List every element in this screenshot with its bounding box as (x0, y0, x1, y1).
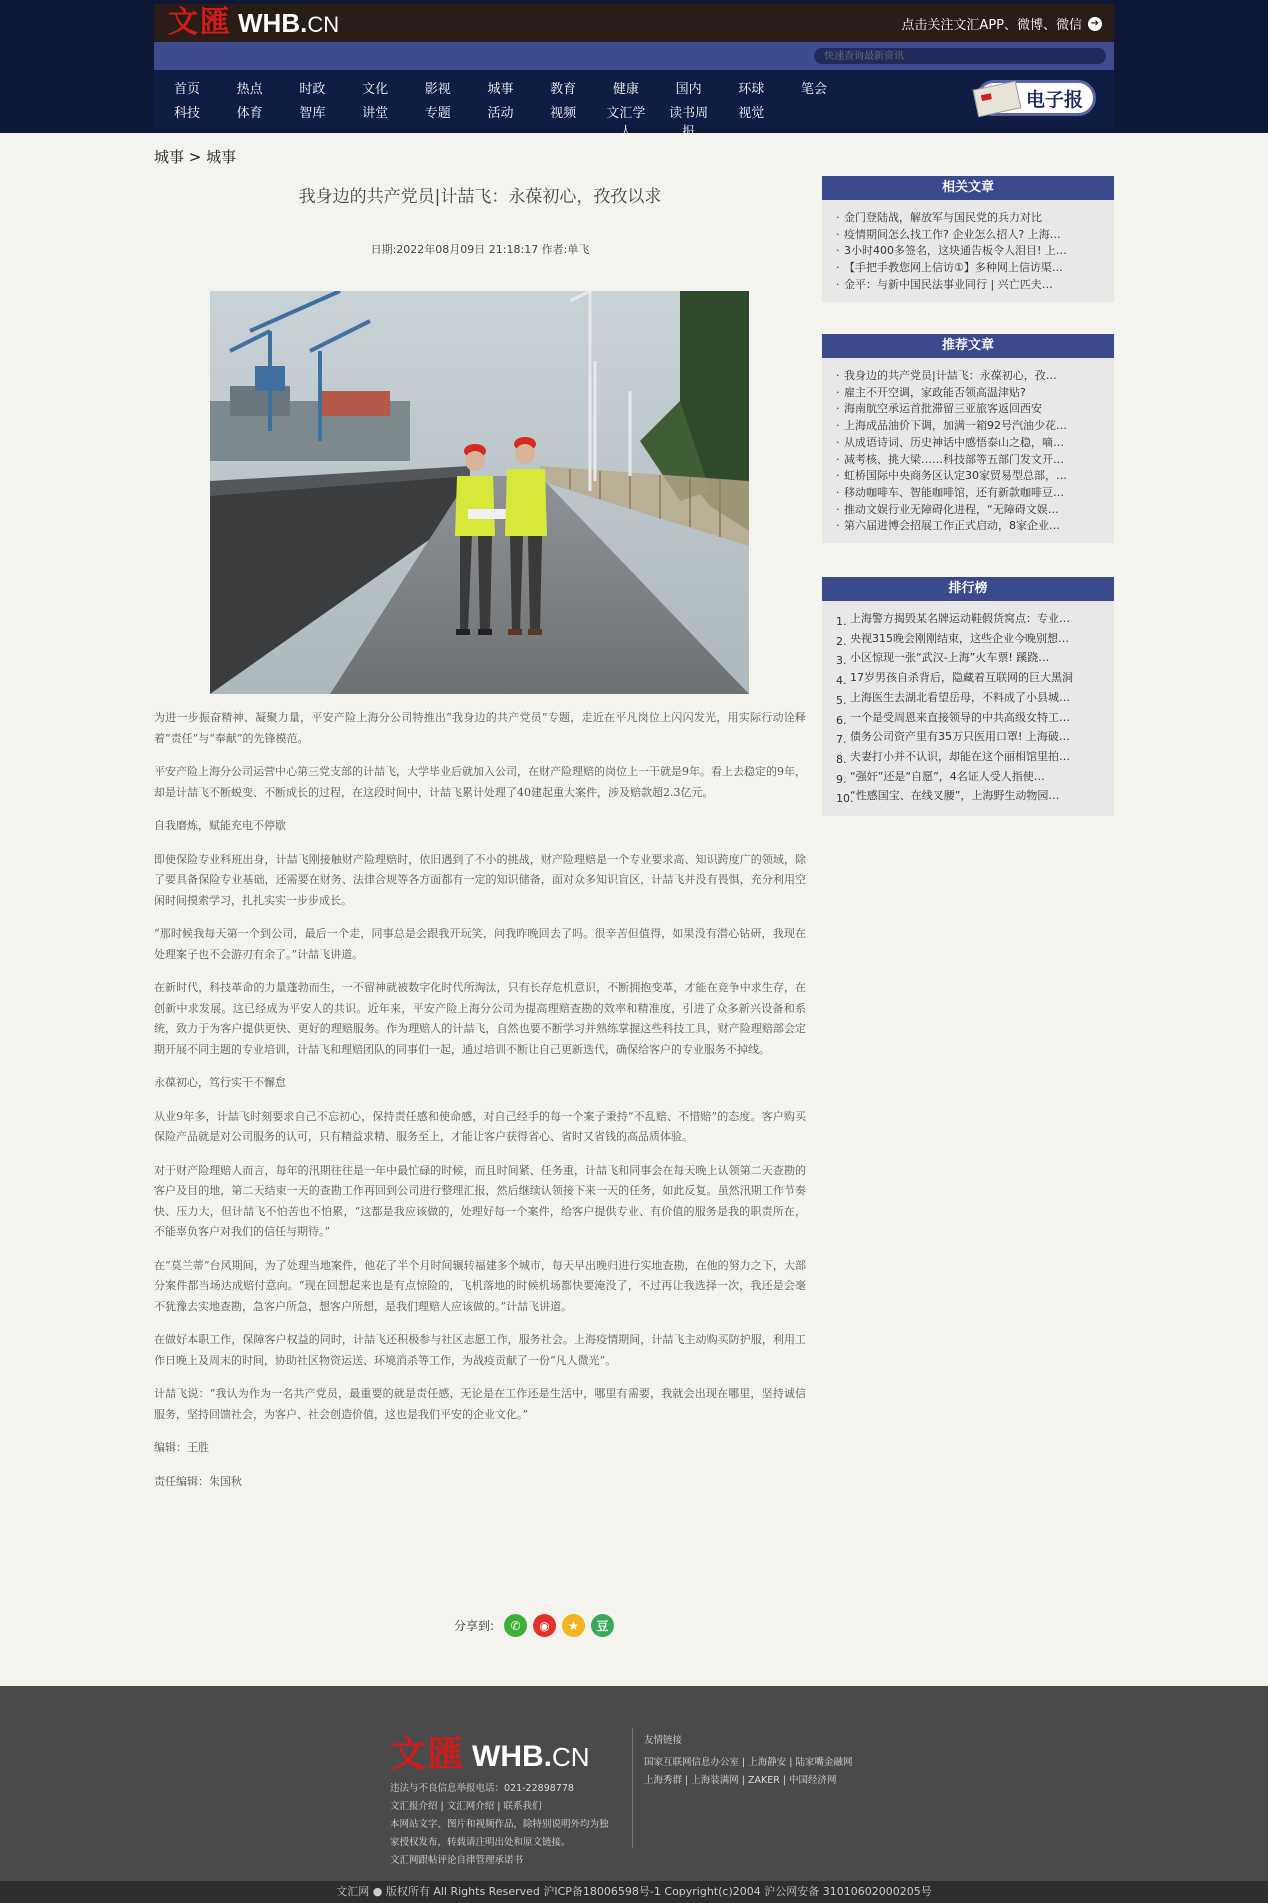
about-links[interactable]: 文汇报介绍 | 文汇网介绍 | 联系我们 (390, 1801, 542, 1812)
related-articles-box (822, 176, 1114, 302)
item-title: 小区惊现一张“武汉-上海”火车票! 蹊跷… (850, 651, 1050, 665)
article-paragraph: 为进一步振奋精神、凝聚力量，平安产险上海分公司特推出“我身边的共产党员”专题，走近在平凡岗位上闪闪发光，用实际行动诠释着“责任”与“奉献”的先锋模范。 (154, 711, 806, 745)
sidebar-article-item[interactable] (836, 518, 1100, 535)
friend-links-row-1[interactable]: 国家互联网信息办公室 | 上海静安 | 陆家嘴金融网 (644, 1757, 853, 1768)
ranking-title: 排行榜 (822, 577, 1114, 601)
nav-item[interactable]: 视频 (550, 106, 577, 121)
nav-item[interactable]: 国内 (675, 82, 702, 97)
rank-number: 10. (836, 792, 854, 806)
article-photo (210, 291, 749, 694)
sidebar-article-item[interactable] (836, 452, 1100, 469)
ranking-list (822, 601, 1114, 816)
main-nav (154, 70, 1114, 140)
sidebar-article-item[interactable] (836, 243, 1100, 260)
follow-link[interactable] (901, 14, 1102, 33)
header-inner (154, 4, 1114, 140)
sidebar-article-item[interactable] (836, 485, 1100, 502)
rank-number: 2. (836, 634, 847, 648)
article-paragraph: 即使保险专业科班出身，计喆飞刚接触财产险理赔时，依旧遇到了不小的挑战，财产险理赔是一个专业要求高、知识跨度广的领域，除了要具备保险专业基础，还需要在财务、法律合规等各方面都有一定的知识储备，面对众多知识盲区，计喆飞并没有畏惧，充分利用空闲时间摸索学习，扎扎实实一步步成长。 (154, 852, 806, 907)
rank-number: 5. (836, 693, 847, 707)
item-title: 移动咖啡车、智能咖啡馆，还有新款咖啡豆… (844, 485, 1064, 499)
ranking-item[interactable] (836, 710, 1100, 730)
bullet: · (836, 485, 840, 499)
nav-item[interactable]: 智库 (299, 106, 326, 121)
epaper-button[interactable] (976, 80, 1096, 116)
nav-item[interactable]: 讲堂 (362, 106, 389, 121)
search-input[interactable] (814, 48, 1106, 64)
item-title: 17岁男孩自杀背后，隐藏着互联网的巨大黑洞 (850, 671, 1073, 685)
sidebar-article-item[interactable] (836, 227, 1100, 244)
item-title: 海南航空承运首批滞留三亚旅客返回西安 (844, 402, 1042, 416)
site-footer (0, 1686, 1268, 1881)
footer-logo-chinese: 文匯 (390, 1733, 467, 1775)
item-title: 一个是受周恩来直接领导的中共高级女特工… (850, 710, 1070, 724)
article-body (154, 708, 806, 1492)
rank-number: 8. (836, 752, 847, 766)
item-title: “强奸”还是“自愿”，4名证人受人指使… (850, 769, 1045, 783)
nav-item[interactable]: 首页 (173, 82, 200, 97)
ranking-item[interactable] (836, 650, 1100, 670)
item-title: 减考核、挑大梁……科技部等五部门发文开… (844, 452, 1064, 466)
sidebar-article-item[interactable] (836, 418, 1100, 435)
friend-links-row-2[interactable]: 上海秀群 | 上海装满网 | ZAKER | 中国经济网 (644, 1775, 837, 1786)
nav-item[interactable]: 时政 (299, 82, 326, 97)
search-bar (154, 42, 1114, 70)
item-title: 疫情期间怎么找工作? 企业怎么招人? 上海… (844, 227, 1061, 241)
copyright-notice-2: 家授权发布，转载请注明出处和原文链接。 (390, 1837, 571, 1848)
self-discipline-link[interactable]: 文汇网跟帖评论自律管理承诺书 (390, 1855, 524, 1866)
article-paragraph: 计喆飞说：“我认为作为一名共产党员，最重要的就是责任感，无论是在工作还是生活中，哪里有需要，我就会出现在哪里，坚持诚信服务，坚持回馈社会，为客户、社会创造价值，这也是我们平安的企业文化。” (154, 1387, 806, 1421)
qzone-star-icon[interactable]: ★ (562, 1614, 585, 1637)
site-header (0, 0, 1268, 140)
rank-number: 3. (836, 654, 847, 668)
footer-logo-english (472, 1740, 590, 1774)
ranking-item[interactable] (836, 611, 1100, 631)
item-title: 夫妻打小并不认识，却能在这个丽相馆里拍… (850, 749, 1070, 763)
nav-item[interactable]: 活动 (487, 106, 514, 121)
nav-item[interactable]: 城事 (487, 82, 514, 97)
item-title: 雇主不开空调，家政能否领高温津贴? (844, 385, 1026, 399)
sidebar-article-item[interactable] (836, 401, 1100, 418)
sidebar-article-item[interactable] (836, 210, 1100, 227)
footer-info (390, 1780, 630, 1870)
follow-text: 点击关注文汇APP、微博、微信 (901, 18, 1082, 33)
rank-number: 6. (836, 713, 847, 727)
item-title: “性感国宝、在线叉腰”，上海野生动物园… (850, 789, 1060, 803)
item-title: 央视315晚会刚刚结束，这些企业今晚别想… (850, 631, 1069, 645)
nav-item[interactable]: 健康 (612, 82, 639, 97)
friend-links (644, 1732, 852, 1790)
logo-english (238, 8, 339, 40)
nav-item[interactable]: 专题 (424, 106, 451, 121)
sidebar-article-item[interactable] (836, 277, 1100, 294)
nav-item[interactable]: 教育 (550, 82, 577, 97)
rank-number: 1. (836, 615, 847, 628)
recommended-articles-list (822, 358, 1114, 543)
site-logo[interactable] (168, 6, 339, 40)
logo-tld: CN (307, 12, 340, 37)
nav-item[interactable]: 环球 (738, 82, 765, 97)
logo-domain: WHB. (238, 8, 308, 38)
item-title: 第六届进博会招展工作正式启动，8家企业… (844, 519, 1060, 533)
item-title: 从成语诗词、历史神话中感悟泰山之稳，嘀… (844, 435, 1064, 449)
article-paragraph: 自我磨炼，赋能充电不停歇 (154, 819, 286, 832)
article (154, 176, 806, 1505)
top-bar (154, 4, 1114, 42)
item-title: 上海医生去湖北看望岳母，不料成了小县城… (850, 690, 1070, 704)
nav-item[interactable]: 读书周报 (669, 106, 709, 140)
nav-item[interactable]: 体育 (236, 106, 263, 121)
related-articles-title: 相关文章 (822, 176, 1114, 200)
ranking-box (822, 577, 1114, 816)
nav-item[interactable]: 笔会 (800, 82, 827, 97)
ranking-item[interactable] (836, 788, 1100, 808)
ranking-item[interactable] (836, 769, 1100, 789)
nav-item[interactable]: 视觉 (738, 106, 765, 121)
bullet: · (836, 244, 840, 258)
logo-chinese: 文匯 (168, 5, 232, 40)
report-line: 违法与不良信息举报电话：021-22898778 (390, 1783, 574, 1794)
nav-item[interactable]: 科技 (173, 106, 200, 121)
article-paragraph: 在做好本职工作，保障客户权益的同时，计喆飞还积极参与社区志愿工作，服务社会。上海疫情期间，计喆飞主动购买防护服，利用工作日晚上及周末的时间，协助社区物资运送、环境消杀等工作，为战疫贡献了一份“凡人微光”。 (154, 1333, 806, 1367)
item-title: 我身边的共产党员|计喆飞：永葆初心，孜… (844, 369, 1057, 382)
sidebar-article-item[interactable] (836, 385, 1100, 402)
nav-item[interactable]: 热点 (236, 82, 263, 97)
bullet: · (836, 261, 840, 275)
douban-icon[interactable]: 豆 (591, 1614, 614, 1637)
sidebar-article-item[interactable] (836, 502, 1100, 519)
epaper-label: 电子报 (1025, 88, 1083, 111)
article-paragraph: 责任编辑：朱国秋 (154, 1474, 242, 1488)
recommended-articles-title: 推荐文章 (822, 334, 1114, 358)
nav-item[interactable]: 影视 (424, 82, 451, 97)
article-paragraph: 编辑：王胜 (154, 1441, 209, 1454)
footer-logo-tld: CN (552, 1742, 590, 1772)
bullet: · (836, 369, 840, 382)
ranking-item[interactable] (836, 690, 1100, 710)
sidebar-article-item[interactable] (836, 435, 1100, 452)
item-title: 债务公司资产里有35万只医用口罩! 上海破… (850, 730, 1070, 744)
item-title: 金门登陆战，解放军与国民党的兵力对比 (844, 211, 1042, 224)
footer-divider (632, 1728, 633, 1848)
item-title: 3小时400多签名，这块通告板令人泪目! 上… (844, 244, 1067, 258)
item-title: 【手把手教您网上信访①】多种网上信访渠… (844, 261, 1063, 275)
article-paragraph: 永葆初心，笃行实干不懈怠 (154, 1076, 286, 1089)
bullet: · (836, 402, 840, 416)
recommended-articles-box (822, 334, 1114, 543)
share-label: 分享到: (454, 1619, 495, 1633)
sidebar-article-item[interactable] (836, 260, 1100, 277)
copyright-notice-1: 本网站文字、图片和视频作品，除特别说明外均为独 (390, 1819, 609, 1830)
article-paragraph: 平安产险上海分公司运营中心第三党支部的计喆飞，大学毕业后就加入公司，在财产险理赔的岗位上一干就是9年。看上去稳定的9年，却是计喆飞不断蜕变、不断成长的过程，在这段时间中，计喆飞累计处理了40建起重大案件，涉及赔款超2.3亿元。 (154, 765, 806, 799)
item-title: 上海成品油价下调，加满一箱92号汽油少花… (844, 419, 1067, 433)
bullet: · (836, 452, 840, 466)
footer-logo-domain: WHB. (472, 1740, 552, 1773)
bullet: · (836, 519, 840, 533)
item-title: 推动文娱行业无障碍化进程，“无障碍文娱… (844, 502, 1059, 516)
friend-links-title: 友情链接 (644, 1735, 683, 1746)
sidebar-article-item[interactable] (836, 468, 1100, 485)
ranking-item[interactable] (836, 670, 1100, 690)
rank-number: 7. (836, 733, 847, 747)
weibo-icon[interactable]: ◉ (533, 1614, 556, 1637)
article-paragraph: 从业9年多，计喆飞时刻要求自己不忘初心，保持责任感和使命感，对自己经手的每一个案子秉持“不乱赔、不惜赔”的态度。客户购买保险产品就是对公司服务的认可，只有精益求精、服务至上，才能让客户获得省心、省时又省钱的高品质体验。 (154, 1109, 806, 1143)
copyright-bar: 文汇网 ● 版权所有 All Rights Reserved 沪ICP备18006598号-1 Copyright(c)2004 沪公网安备 31010602000205号 (0, 1881, 1268, 1903)
bullet: · (836, 469, 840, 483)
rank-number: 9. (836, 772, 847, 786)
bullet: · (836, 502, 840, 516)
share-bar (454, 1614, 614, 1637)
breadcrumb[interactable]: 城事 > 城事 (154, 148, 237, 166)
article-title: 我身边的共产党员|计喆飞：永葆初心，孜孜以求 (298, 187, 662, 207)
newspaper-icon (973, 81, 1022, 118)
item-title: 虹桥国际中央商务区认定30家贸易型总部，… (844, 469, 1067, 483)
bullet: · (836, 385, 840, 399)
ranking-item[interactable] (836, 729, 1100, 749)
related-articles-list (822, 200, 1114, 302)
item-title: 上海警方揭毁某名牌运动鞋假货窝点：专业… (850, 612, 1070, 625)
ranking-item[interactable] (836, 631, 1100, 651)
arrow-right-icon: ➔ (1088, 17, 1102, 31)
article-meta: 日期:2022年08月09日 21:18:17 作者:单飞 (370, 243, 590, 256)
bullet: · (836, 435, 840, 449)
ranking-item[interactable] (836, 749, 1100, 769)
article-paragraph: 在“莫兰蒂”台风期间，为了处理当地案件，他花了半个月时间辗转福建多个城市，每天早出晚归进行实地查勘，在他的努力之下，大部分案件都当场达成赔付意向。“现在回想起来也是有点惊险的，飞机落地的时候机场都快要淹没了，不过再让我选择一次，我还是会毫不犹豫去实地查勘，急客户所急，想客户所想，是我们理赔人应该做的。”计喆飞讲道。 (154, 1258, 806, 1313)
bullet: · (836, 227, 840, 241)
bullet: · (836, 419, 840, 433)
footer-logo[interactable] (390, 1734, 590, 1774)
bullet: · (836, 211, 840, 224)
article-paragraph: 对于财产险理赔人而言，每年的汛期往往是一年中最忙碌的时候，而且时间紧、任务重，计喆飞和同事会在每天晚上认领第二天查勘的客户及目的地，第二天结束一天的查勘工作再回到公司进行整理汇报，然后继续认领接下来一天的任务，如此反复。虽然汛期工作节奏快、压力大，但计喆飞不怕苦也不怕累，“这都是我应该做的，处理好每一个案件，给客户提供专业、有价值的服务是我的职责所在，不能辜负客户对我们的信任与期待。” (154, 1163, 806, 1238)
item-title: 金平：与新中国民法事业同行 | 兴亡匹夫… (844, 277, 1053, 291)
article-paragraph: 在新时代，科技革命的力量蓬勃而生，一不留神就被数字化时代所淘汰，只有长存危机意识，不断拥抱变革，才能在竞争中求生存，在创新中求发展。这已经成为平安人的共识。近年来，平安产险上海分公司为提高理赔查勘的效率和精准度，引进了众多新兴设备和系统，致力于为客户提供更快、更好的理赔服务。作为理赔人的计喆飞，自然也要不断学习并熟练掌握这些科技工具，财产险理赔部会定期开展不同主题的专业培训，计喆飞和理赔团队的同事们一起，通过培训不断让自己更新迭代，确保给客户的专业服务不掉线。 (154, 981, 806, 1056)
wechat-icon[interactable]: ✆ (504, 1614, 527, 1637)
photo-illustration (210, 291, 749, 694)
rank-number: 4. (836, 674, 847, 688)
nav-item[interactable]: 文汇学人 (606, 106, 646, 140)
article-paragraph: “那时候我每天第一个到公司，最后一个走，同事总是会跟我开玩笑，问我昨晚回去了吗。很辛苦但值得，如果没有潜心钻研，我现在处理案子也不会游刃有余了。”计喆飞讲道。 (154, 927, 806, 961)
bullet: · (836, 277, 840, 291)
sidebar-article-item[interactable] (836, 368, 1100, 385)
nav-item[interactable]: 文化 (362, 82, 389, 97)
